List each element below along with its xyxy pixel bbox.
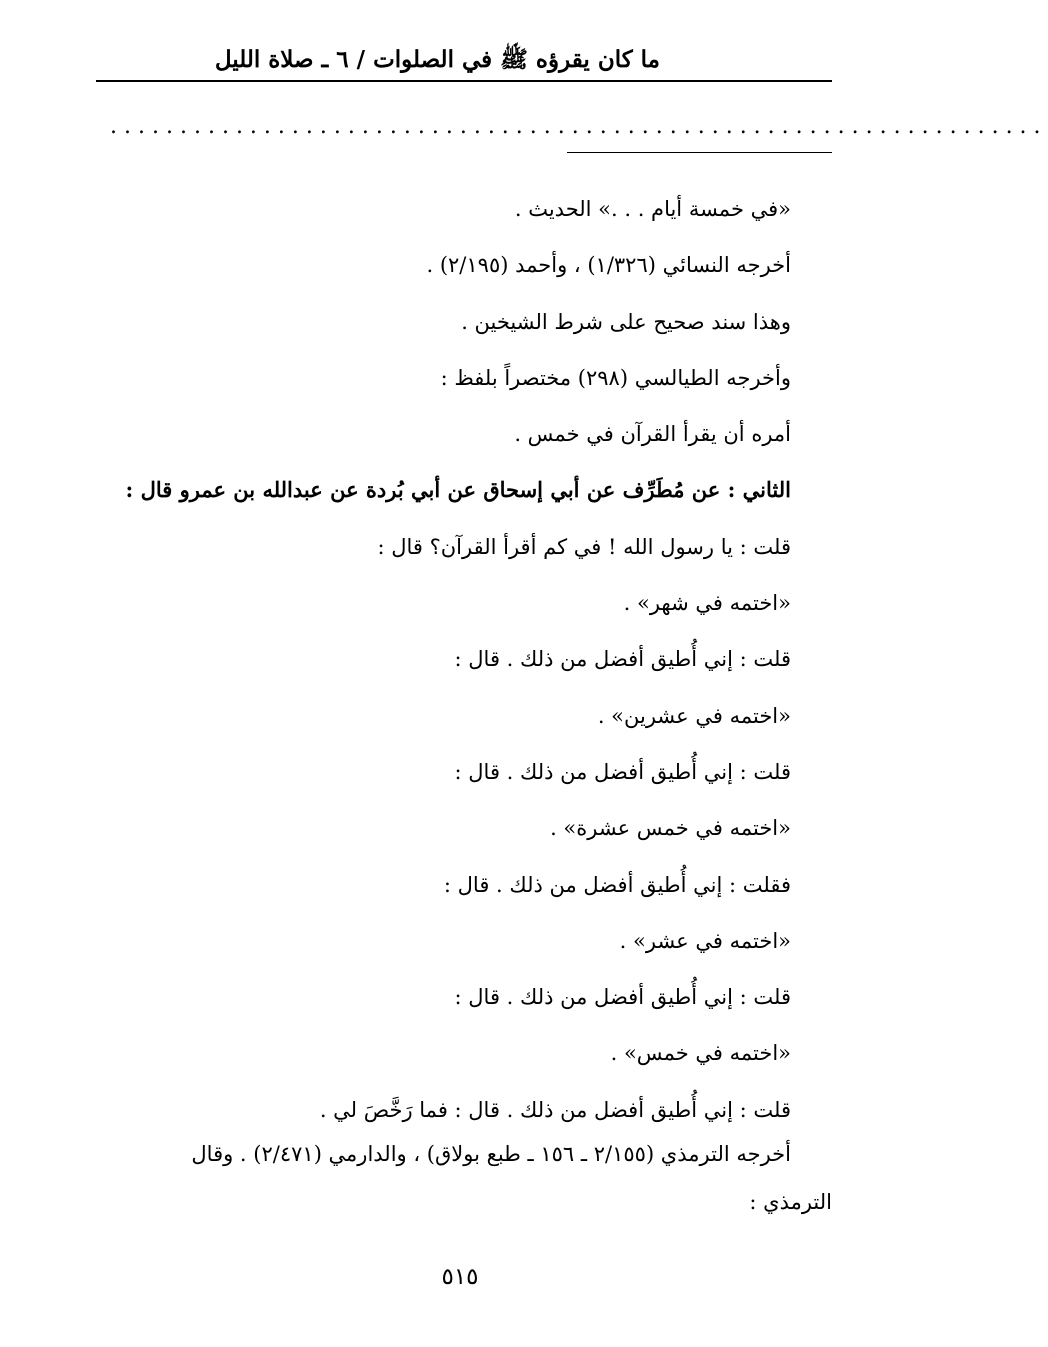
header-rule <box>96 80 832 82</box>
text-line: وأخرجه الطيالسي (٢٩٨) مختصراً بلفظ : <box>440 365 791 390</box>
text-line: قلت : إني أُطيق أفضل من ذلك . قال : <box>454 647 791 672</box>
text-line: أخرجه النسائي (١/٣٢٦) ، وأحمد (٢/١٩٥) . <box>426 253 791 278</box>
text-line: وهذا سند صحيح على شرط الشيخين . <box>461 309 791 334</box>
dotted-separator: ................................................................... <box>110 114 1048 139</box>
text-line: «اختمه في خمس عشرة» . <box>550 816 791 841</box>
text-line: «في خمسة أيام . . .» الحديث . <box>514 197 791 221</box>
body-text <box>71 181 791 1138</box>
citation-continuation: الترمذي : <box>749 1190 832 1214</box>
text-line: قلت : إني أُطيق أفضل من ذلك . قال : فما رَخَّصَ لي . <box>319 1097 791 1122</box>
text-line: قلت : يا رسول الله ! في كم أقرأ القرآن؟ قال : <box>377 534 791 559</box>
text-line: فقلت : إني أُطيق أفضل من ذلك . قال : <box>443 872 791 897</box>
text-line: «اختمه في عشر» . <box>619 928 791 953</box>
text-line: أمره أن يقرأ القرآن في خمس . <box>514 422 791 447</box>
text-line: الثاني : عن مُطَرِّف عن أبي إسحاق عن أبي بُردة عن عبدالله بن عمرو قال : <box>125 477 791 503</box>
text-line: «اختمه في عشرين» . <box>597 703 791 728</box>
continuation-rule <box>567 152 832 153</box>
text-line: «اختمه في خمس» . <box>610 1041 791 1066</box>
text-line: قلت : إني أُطيق أفضل من ذلك . قال : <box>454 759 791 784</box>
citation-line: أخرجه الترمذي (٢/١٥٥ ـ ١٥٦ ـ طبع بولاق) ، والدارمي (٢/٤٧١) . وقال <box>191 1142 791 1166</box>
running-header: ما كان يقرؤه ﷺ في الصلوات / ٦ ـ صلاة الليل <box>214 46 660 73</box>
text-line: «اختمه في شهر» . <box>623 591 791 616</box>
text-line: قلت : إني أُطيق أفضل من ذلك . قال : <box>454 985 791 1010</box>
page-number: ٥١٥ <box>441 1264 479 1290</box>
